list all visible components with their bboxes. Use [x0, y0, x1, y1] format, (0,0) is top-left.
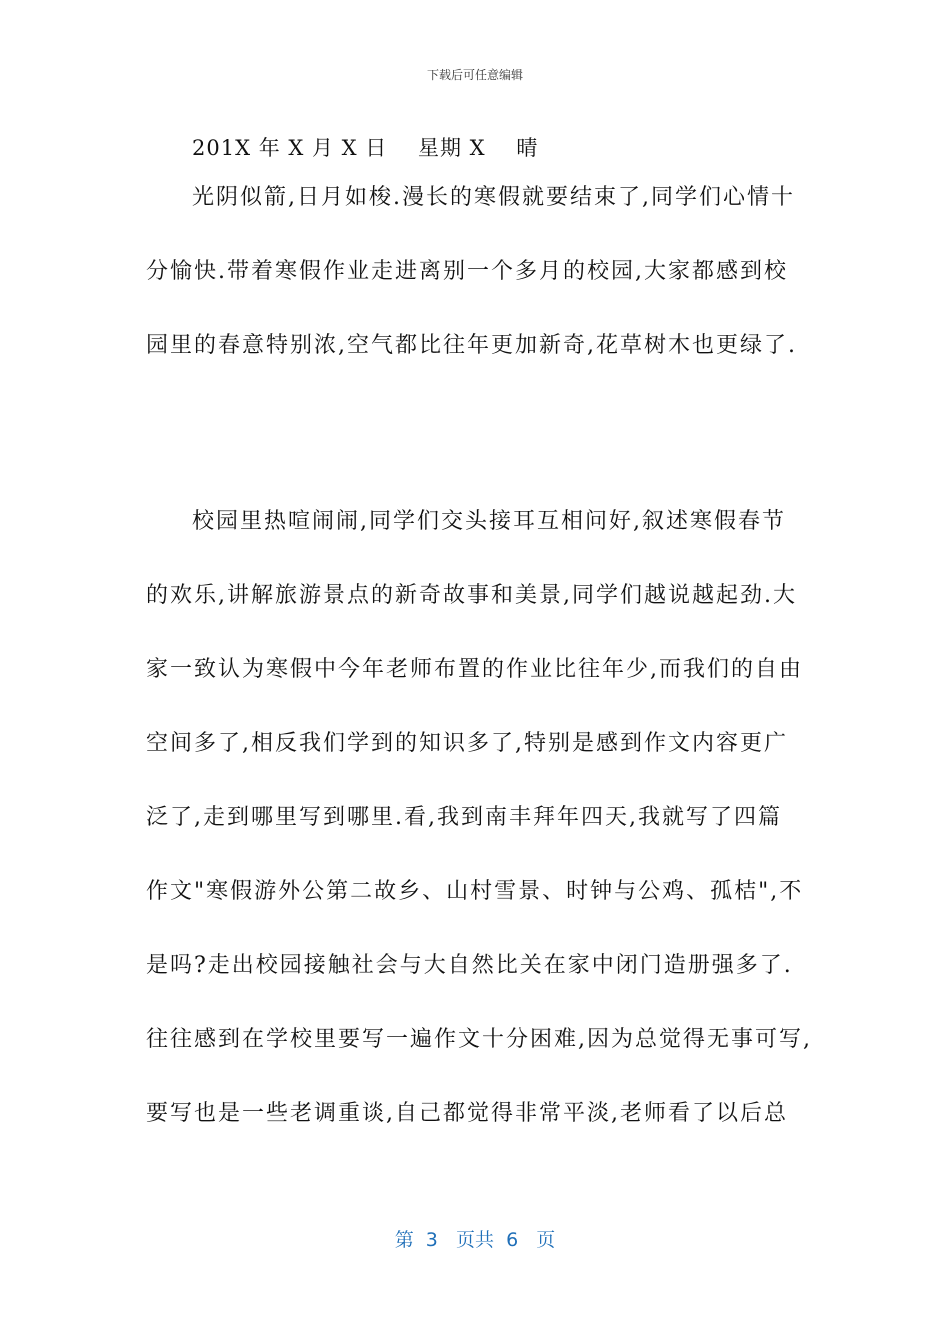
paragraph-2-line-7: 是吗?走出校园接触社会与大自然比关在家中闭门造册强多了. — [146, 953, 793, 978]
paragraph-2-line-1: 校园里热喧闹闹,同学们交头接耳互相问好,叙述寒假春节 — [192, 509, 786, 534]
paragraph-2-line-8: 往往感到在学校里要写一遍作文十分困难,因为总觉得无事可写, — [146, 1027, 812, 1052]
paragraph-1-line-2: 分愉快.带着寒假作业走进离别一个多月的校园,大家都感到校 — [146, 259, 788, 284]
paragraph-2-line-6: 作文"寒假游外公第二故乡、山村雪景、时钟与公鸡、孤桔",不 — [146, 879, 804, 904]
paragraph-1-line-3: 园里的春意特别浓,空气都比往年更加新奇,花草树木也更绿了. — [146, 333, 797, 358]
paragraph-2-line-9: 要写也是一些老调重谈,自己都觉得非常平淡,老师看了以后总 — [146, 1101, 788, 1126]
paragraph-2-line-3: 家一致认为寒假中今年老师布置的作业比往年少,而我们的自由 — [146, 657, 803, 682]
paragraph-1-line-1: 光阴似箭,日月如梭.漫长的寒假就要结束了,同学们心情十 — [192, 185, 795, 210]
date-line: 201X 年 X 月 X 日 星期 X 晴 — [192, 136, 539, 160]
page-indicator: 第 3 页共 6 页 — [394, 1229, 556, 1251]
paragraph-2-line-4: 空间多了,相反我们学到的知识多了,特别是感到作文内容更广 — [146, 731, 788, 756]
paragraph-2-line-2: 的欢乐,讲解旅游景点的新奇故事和美景,同学们越说越起劲.大 — [146, 583, 797, 608]
paragraph-2-line-5: 泛了,走到哪里写到哪里.看,我到南丰拜年四天,我就写了四篇 — [146, 805, 782, 830]
header-note: 下载后可任意编辑 — [426, 68, 523, 82]
